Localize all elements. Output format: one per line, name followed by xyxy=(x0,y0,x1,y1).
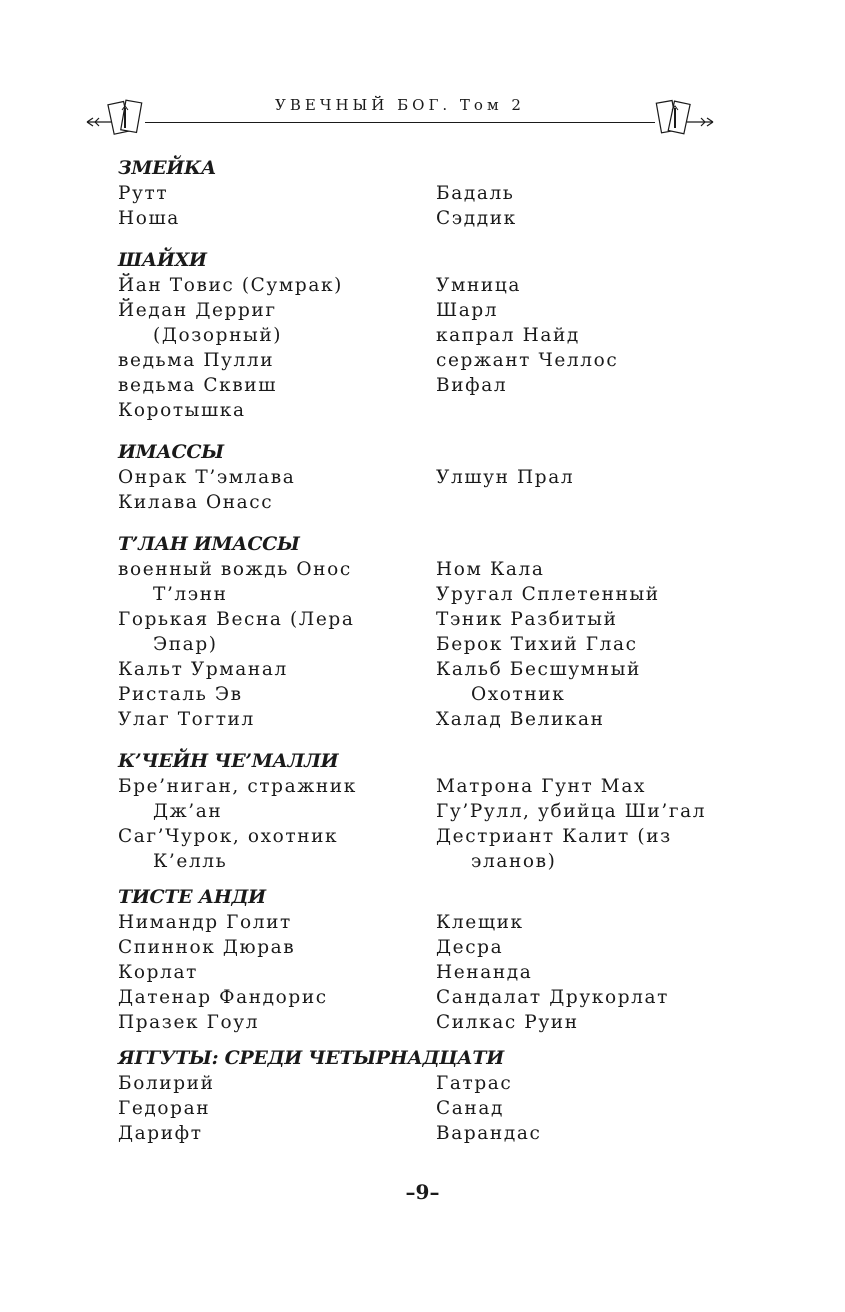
group-title: Т’ЛАН ИМАССЫ xyxy=(118,533,300,555)
running-header xyxy=(85,90,715,140)
character-name: Гатрас xyxy=(436,1073,513,1094)
character-name: военный вождь Онос xyxy=(118,559,352,580)
character-name: (Дозорный) xyxy=(153,325,283,346)
character-name: Сэддик xyxy=(436,208,517,229)
character-name: Онрак Т’эмлава xyxy=(118,467,296,488)
character-name: Дарифт xyxy=(118,1123,203,1144)
character-name: Дж’ан xyxy=(153,801,223,822)
cards-arrow-right-icon xyxy=(645,98,715,138)
character-name: Коротышка xyxy=(118,400,246,421)
names-column-left xyxy=(118,465,436,515)
group-title: ЯГГУТЫ: СРЕДИ ЧЕТЫРНАДЦАТИ xyxy=(118,1047,504,1069)
character-name: Болирий xyxy=(118,1073,215,1094)
character-name: Берок Тихий Глас xyxy=(436,634,638,655)
names-column-left xyxy=(118,557,436,732)
character-name: ведьма Сквиш xyxy=(118,375,277,396)
character-name: Уругал Сплетенный xyxy=(436,584,660,605)
character-name: Вифал xyxy=(436,375,508,396)
character-name: Ненанда xyxy=(436,962,533,983)
character-group xyxy=(118,531,738,732)
character-name: Десра xyxy=(436,937,504,958)
character-name: Силкас Руин xyxy=(436,1012,579,1033)
character-name: Килава Онасс xyxy=(118,492,274,513)
character-name: Празек Гоул xyxy=(118,1012,260,1033)
names-column-left xyxy=(118,1071,436,1146)
character-name: Бадаль xyxy=(436,183,515,204)
group-title: ШАЙХИ xyxy=(118,249,207,271)
character-name: Гу’Рулл, убийца Ши’гал xyxy=(436,801,707,822)
character-name: Улшун Прал xyxy=(436,467,575,488)
names-column-right xyxy=(436,181,736,231)
character-name: Тэник Разбитый xyxy=(436,609,618,630)
character-group xyxy=(118,247,738,423)
character-name: Сандалат Друкорлат xyxy=(436,987,669,1008)
character-name: Спиннок Дюрав xyxy=(118,937,296,958)
names-column-left xyxy=(118,910,436,1035)
character-name: Саг’Чурок, охотник xyxy=(118,826,339,847)
group-title: ИМАССЫ xyxy=(118,441,224,463)
names-column-right xyxy=(436,557,736,732)
character-name: Варандас xyxy=(436,1123,542,1144)
character-name: Т’лэнн xyxy=(153,584,228,605)
header-rule xyxy=(145,122,655,123)
character-name: Ристаль Эв xyxy=(118,684,243,705)
names-column-right xyxy=(436,273,736,423)
character-name: Ноша xyxy=(118,208,180,229)
character-name: эланов) xyxy=(471,851,557,872)
names-column-right xyxy=(436,465,736,515)
character-name: К’елль xyxy=(153,851,228,872)
character-name: Рутт xyxy=(118,183,169,204)
character-name: Умница xyxy=(436,275,521,296)
character-name: Горькая Весна (Лера xyxy=(118,609,355,630)
character-group xyxy=(118,884,738,1035)
character-name: Корлат xyxy=(118,962,198,983)
character-name: Матрона Гунт Мах xyxy=(436,776,647,797)
character-group xyxy=(118,155,738,231)
group-title: К’ЧЕЙН ЧЕ’МАЛЛИ xyxy=(118,750,339,772)
character-name: Датенар Фандорис xyxy=(118,987,328,1008)
names-column-right xyxy=(436,774,736,874)
names-column-right xyxy=(436,1071,736,1146)
character-name: Йедан Дерриг xyxy=(118,300,277,321)
character-name: сержант Челлос xyxy=(436,350,619,371)
character-name: Ном Кала xyxy=(436,559,545,580)
character-name: Кальб Бесшумный xyxy=(436,659,641,680)
character-name: Халад Великан xyxy=(436,709,605,730)
character-group xyxy=(118,439,738,515)
group-title: ТИСТЕ АНДИ xyxy=(118,886,266,908)
dramatis-personae xyxy=(118,155,738,1146)
names-column-left xyxy=(118,181,436,231)
character-group xyxy=(118,748,738,874)
character-name: Кальт Урманал xyxy=(118,659,288,680)
character-name: Улаг Тогтил xyxy=(118,709,255,730)
group-title: ЗМЕЙКА xyxy=(118,157,217,179)
page-number: –9– xyxy=(405,1180,440,1204)
character-name: Йан Товис (Сумрак) xyxy=(118,275,343,296)
character-group xyxy=(118,1045,738,1146)
names-column-right xyxy=(436,910,736,1035)
names-column-left xyxy=(118,273,436,423)
character-name: Санад xyxy=(436,1098,504,1119)
character-name: Гедоран xyxy=(118,1098,211,1119)
names-column-left xyxy=(118,774,436,874)
character-name: Эпар) xyxy=(153,634,218,655)
character-name: Охотник xyxy=(471,684,566,705)
character-name: Нимандр Голит xyxy=(118,912,292,933)
character-name: Бре’ниган, стражник xyxy=(118,776,357,797)
character-name: Дестриант Калит (из xyxy=(436,826,672,847)
character-name: Шарл xyxy=(436,300,499,321)
character-name: Клещик xyxy=(436,912,524,933)
character-name: ведьма Пулли xyxy=(118,350,275,371)
character-name: капрал Найд xyxy=(436,325,580,346)
header-title: УВЕЧНЫЙ БОГ. Том 2 xyxy=(275,96,525,114)
